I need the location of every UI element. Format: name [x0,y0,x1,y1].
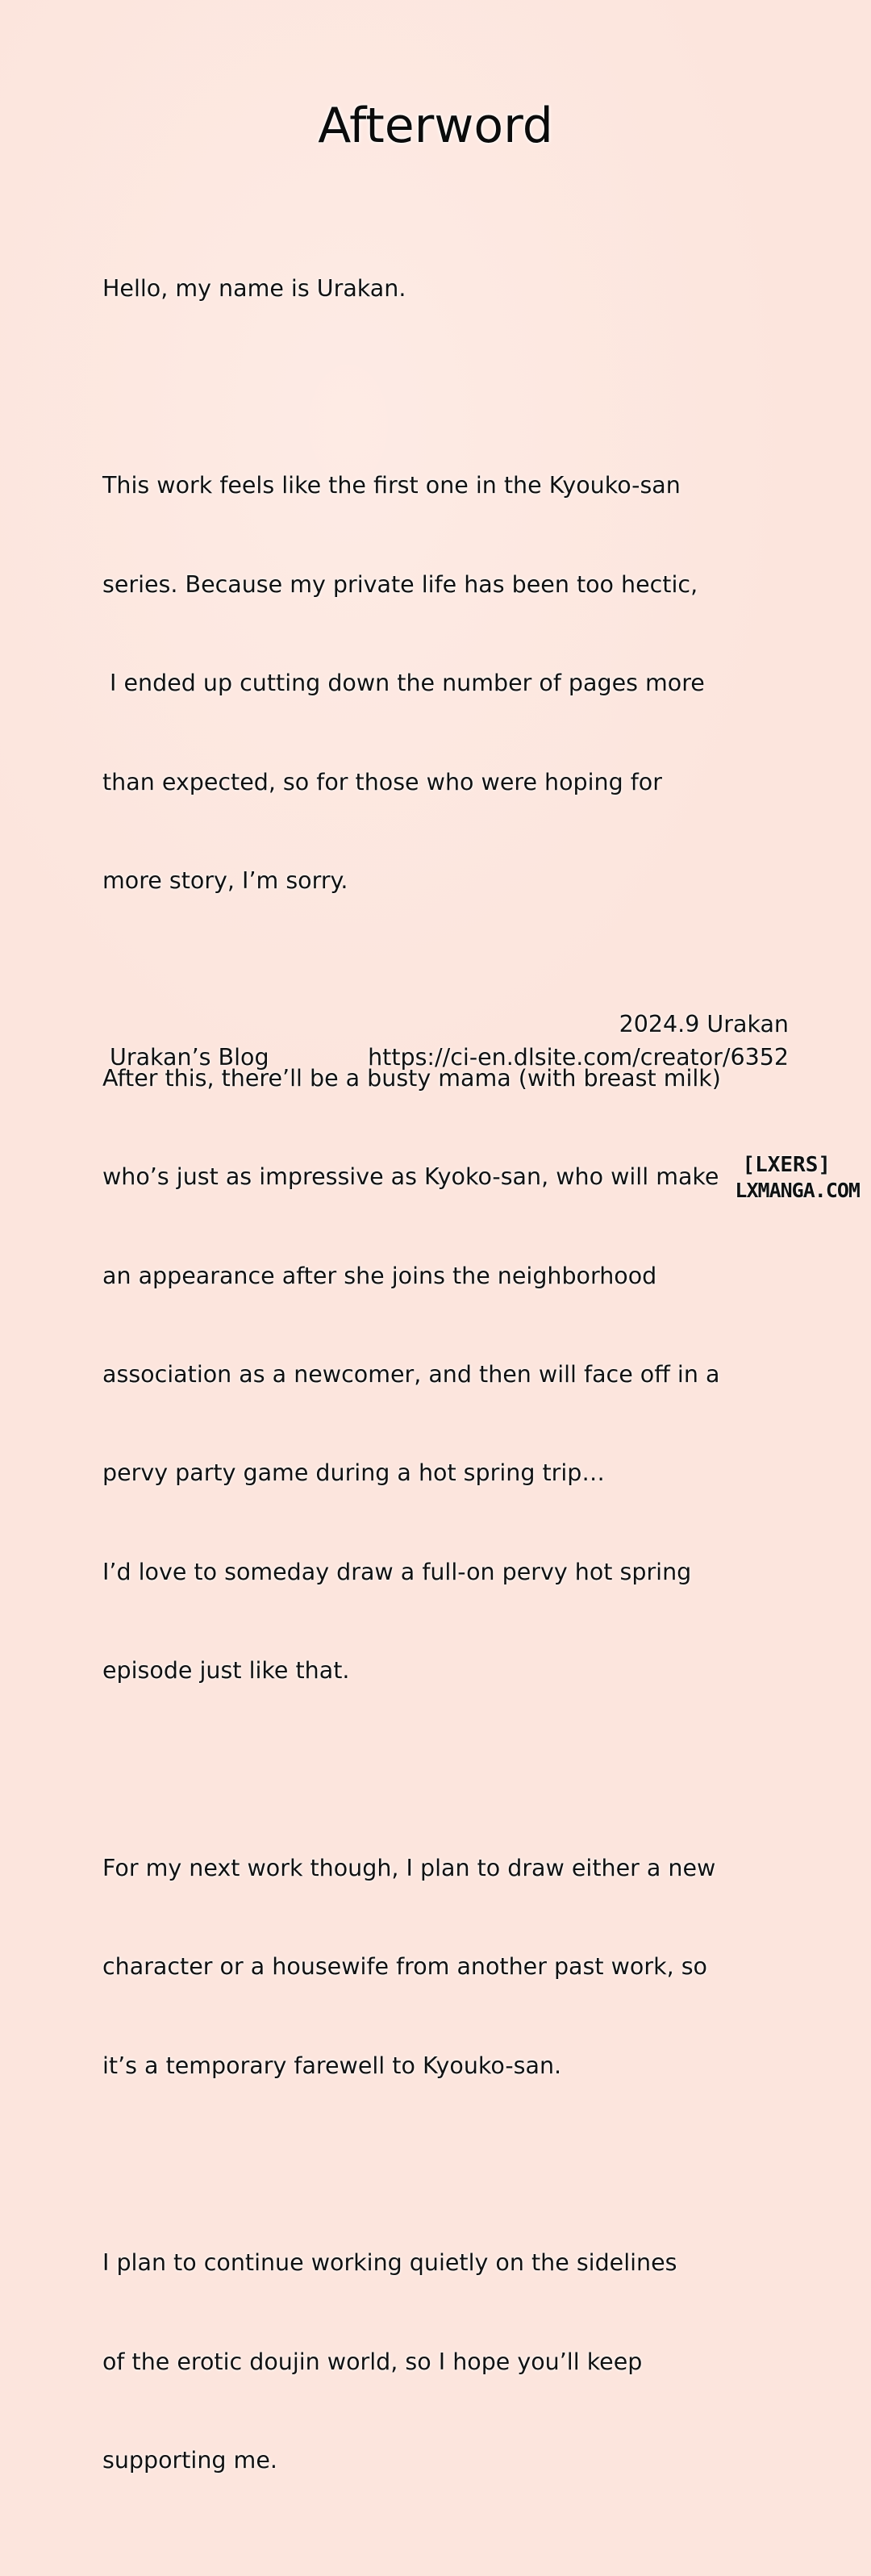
paragraph-1 [102,207,796,371]
text-line: of the erotic doujin world, so I hope you’ll keep [102,2348,643,2375]
text-line: After this, there’ll be a busty mama (with breast milk) [102,1064,721,1092]
paragraph-2 [102,404,796,964]
blog-url-link[interactable]: https://ci-en.dlsite.com/creator/6352 [368,1044,789,1071]
paragraph-5 [102,2181,796,2544]
text-line: an appearance after she joins the neighborhood [102,1262,657,1289]
text-line: episode just like that. [102,1657,350,1685]
page-title: Afterword [318,98,553,154]
blog-label: Urakan’s Blog [110,1044,269,1071]
watermark [715,1152,860,1204]
text-line: Hello, my name is Urakan. [102,274,406,302]
paragraph-3 [102,996,796,1753]
text-line: than expected, so for those who were hoping for [102,768,662,795]
text-line: I plan to continue working quietly on the sidelines [102,2249,677,2277]
text-line: I ended up cutting down the number of pages more [102,670,705,697]
text-line: who’s just as impressive as Kyoko-san, who will make [102,1163,719,1191]
text-line: character or a housewife from another past work, so [102,1953,707,1981]
signature: 2024.9 Urakan [619,1011,789,1037]
paragraph-4 [102,1786,796,2148]
blog-row [110,1042,789,1074]
afterword-body [102,207,796,2576]
text-line: I’d love to someday draw a full-on pervy hot spring [102,1558,692,1585]
text-line: series. Because my private life has been too hectic, [102,570,698,598]
text-line: pervy party game during a hot spring trip… [102,1459,605,1487]
watermark-line-1: [LXERS] [742,1153,831,1177]
text-line: For my next work though, I plan to draw either a new [102,1854,716,1881]
text-line: association as a newcomer, and then will face off in a [102,1360,720,1388]
text-line: it’s a temporary farewell to Kyouko-san. [102,2052,562,2079]
text-line: more story, I’m sorry. [102,866,348,894]
text-line: supporting me. [102,2447,277,2474]
watermark-line-2: LXMANGA.COM [735,1179,860,1202]
text-line: This work feels like the first one in the Kyouko-san [102,472,681,499]
